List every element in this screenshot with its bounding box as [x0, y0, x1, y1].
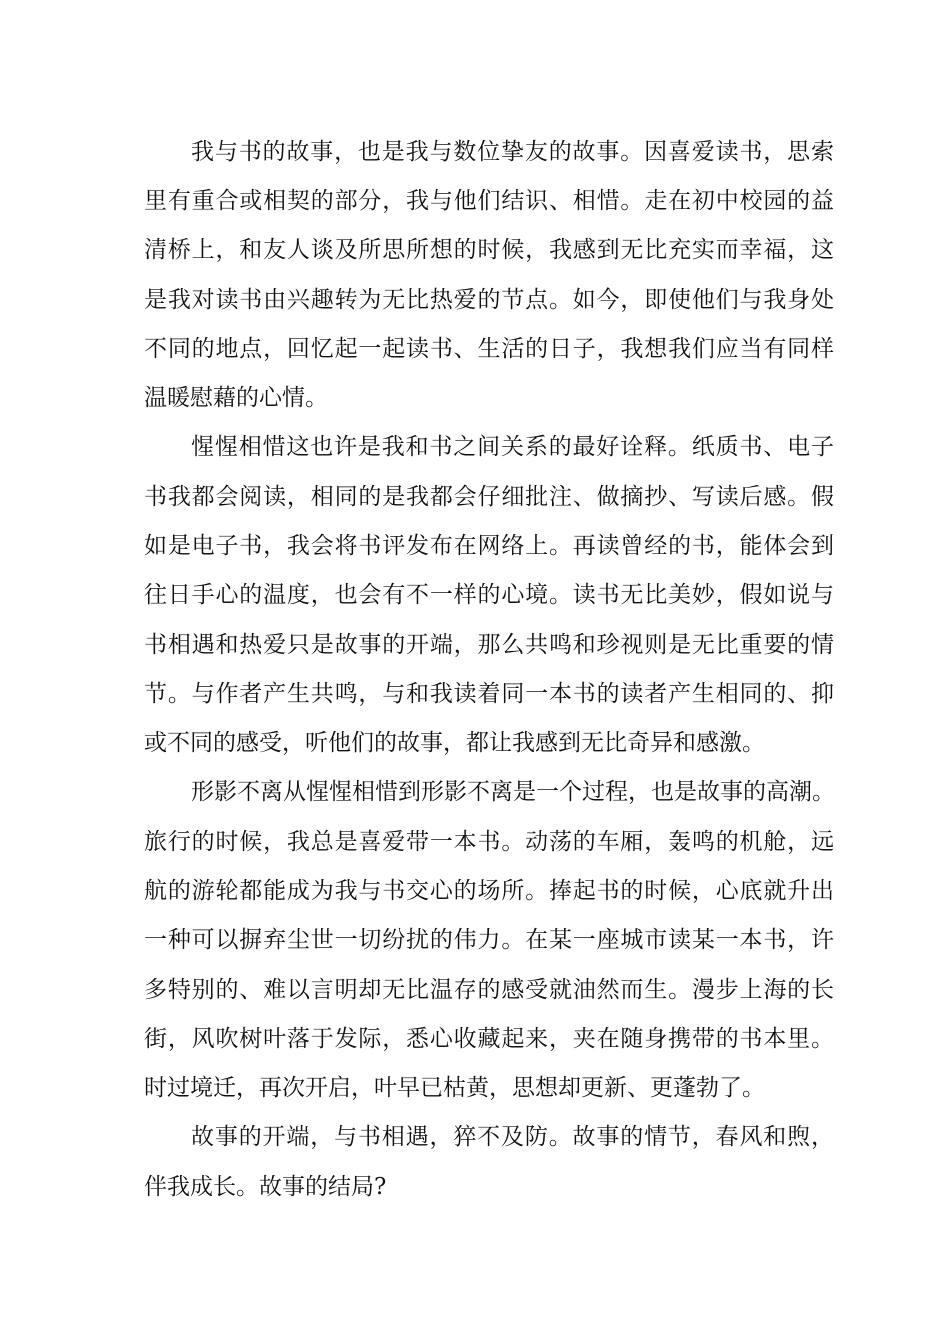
text-line: 故事的开端，与书相遇，猝不及防。故事的情节，春风和煦， — [191, 1124, 834, 1150]
text-line: 如是电子书，我会将书评发布在网络上。再读曾经的书，能体会到 — [144, 533, 834, 559]
text-line: 是我对读书由兴趣转为无比热爱的节点。如今，即使他们与我身处 — [144, 287, 834, 313]
text-line: 旅行的时候，我总是喜爱带一本书。动荡的车厢，轰鸣的机舱，远 — [144, 829, 834, 855]
text-line: 不同的地点，回忆起一起读书、生活的日子，我想我们应当有同样 — [144, 336, 834, 362]
text-line: 书我都会阅读，相同的是我都会仔细批注、做摘抄、写读后感。假 — [144, 484, 834, 510]
text-line: 时过境迁，再次开启，叶早已枯黄，思想却更新、更蓬勃了。 — [144, 1075, 765, 1101]
text-line: 我与书的故事，也是我与数位挚友的故事。因喜爱读书，思索 — [191, 139, 834, 165]
text-line: 里有重合或相契的部分，我与他们结识、相惜。走在初中校园的益 — [144, 188, 834, 214]
text-line: 惺惺相惜这也许是我和书之间关系的最好诠释。纸质书、电子 — [191, 434, 834, 460]
text-line: 节。与作者产生共鸣，与和我读着同一本书的读者产生相同的、抑 — [144, 681, 834, 707]
text-line: 温暖慰藉的心情。 — [144, 385, 328, 411]
text-line: 形影不离从惺惺相惜到形影不离是一个过程，也是故事的高潮。 — [191, 779, 835, 805]
text-line: 往日手心的温度，也会有不一样的心境。读书无比美妙，假如说与 — [144, 582, 834, 608]
text-line: 多特别的、难以言明却无比温存的感受就油然而生。漫步上海的长 — [144, 977, 834, 1003]
text-line: 一种可以摒弃尘世一切纷扰的伟力。在某一座城市读某一本书，许 — [144, 927, 834, 953]
text-line: 书相遇和热爱只是故事的开端，那么共鸣和珍视则是无比重要的情 — [144, 632, 834, 658]
text-line: 伴我成长。故事的结局? — [144, 1174, 387, 1200]
text-line: 街，风吹树叶落于发际，悉心收藏起来，夹在随身携带的书本里。 — [144, 1026, 834, 1052]
text-line: 或不同的感受，听他们的故事，都让我感到无比奇异和感激。 — [144, 730, 765, 756]
text-line: 清桥上，和友人谈及所思所想的时候，我感到无比充实而幸福，这 — [144, 237, 834, 263]
text-line: 航的游轮都能成为我与书交心的场所。捧起书的时候，心底就升出 — [144, 878, 834, 904]
